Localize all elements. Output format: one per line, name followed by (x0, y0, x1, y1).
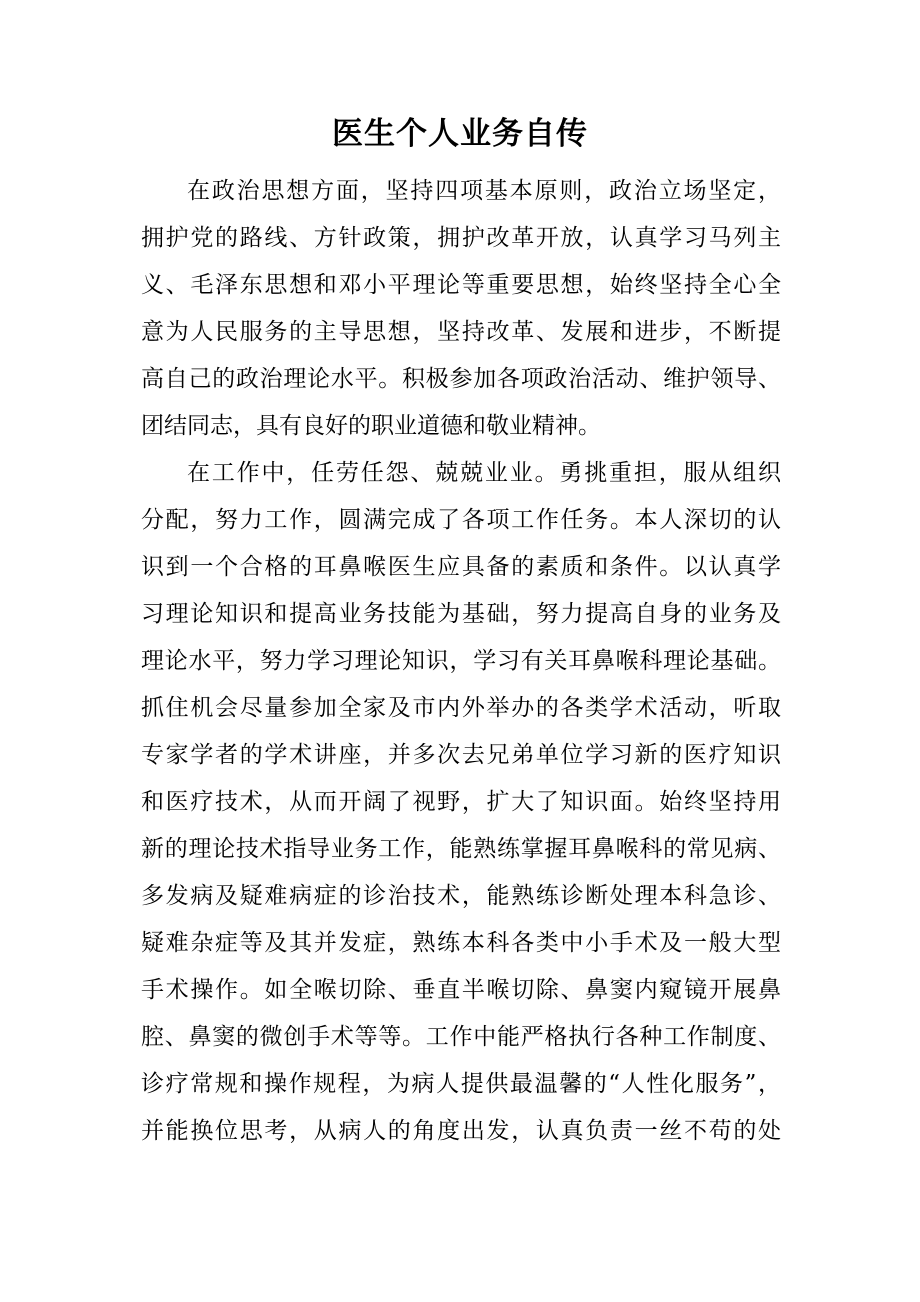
text-line: 疑难杂症等及其并发症，熟练本科各类中小手术及一般大型 (141, 930, 781, 956)
text-line: 意为人民服务的主导思想，坚持改革、发展和进步，不断提 (141, 319, 781, 345)
text-line: 在工作中，任劳任怨、兢兢业业。勇挑重担，服从组织 (187, 460, 781, 486)
text-line: 识到一个合格的耳鼻喉医生应具备的素质和条件。以认真学 (141, 554, 781, 580)
text-line: 团结同志，具有良好的职业道德和敬业精神。 (141, 413, 601, 439)
text-line: 抓住机会尽量参加全家及市内外举办的各类学术活动，听取 (141, 695, 781, 721)
text-line: 在政治思想方面，坚持四项基本原则，政治立场坚定， (187, 178, 781, 204)
text-line: 新的理论技术指导业务工作，能熟练掌握耳鼻喉科的常见病、 (141, 836, 781, 862)
text-line: 理论水平，努力学习理论知识，学习有关耳鼻喉科理论基础。 (141, 648, 781, 674)
text-line: 高自己的政治理论水平。积极参加各项政治活动、维护领导、 (141, 366, 781, 392)
paragraph-political-thought (141, 168, 781, 450)
text-line: 并能换位思考，从病人的角度出发，认真负责一丝不苟的处 (141, 1118, 781, 1144)
text-line: 和医疗技术，从而开阔了视野，扩大了知识面。始终坚持用 (141, 789, 781, 815)
document-title: 医生个人业务自传 (332, 116, 588, 152)
paragraph-work (141, 450, 781, 1155)
text-line: 拥护党的路线、方针政策，拥护改革开放，认真学习马列主 (141, 225, 781, 251)
text-line: 多发病及疑难病症的诊治技术，能熟练诊断处理本科急诊、 (141, 883, 781, 909)
text-line: 腔、鼻窦的微创手术等等。工作中能严格执行各种工作制度、 (141, 1024, 781, 1050)
text-line: 诊疗常规和操作规程，为病人提供最温馨的“人性化服务”， (141, 1071, 781, 1097)
text-line: 习理论知识和提高业务技能为基础，努力提高自身的业务及 (141, 601, 781, 627)
text-line: 专家学者的学术讲座，并多次去兄弟单位学习新的医疗知识 (141, 742, 781, 768)
document-body (141, 168, 781, 1155)
text-line: 义、毛泽东思想和邓小平理论等重要思想，始终坚持全心全 (141, 272, 781, 298)
text-line: 手术操作。如全喉切除、垂直半喉切除、鼻窦内窥镜开展鼻 (141, 977, 781, 1003)
text-line: 分配，努力工作，圆满完成了各项工作任务。本人深切的认 (141, 507, 781, 533)
